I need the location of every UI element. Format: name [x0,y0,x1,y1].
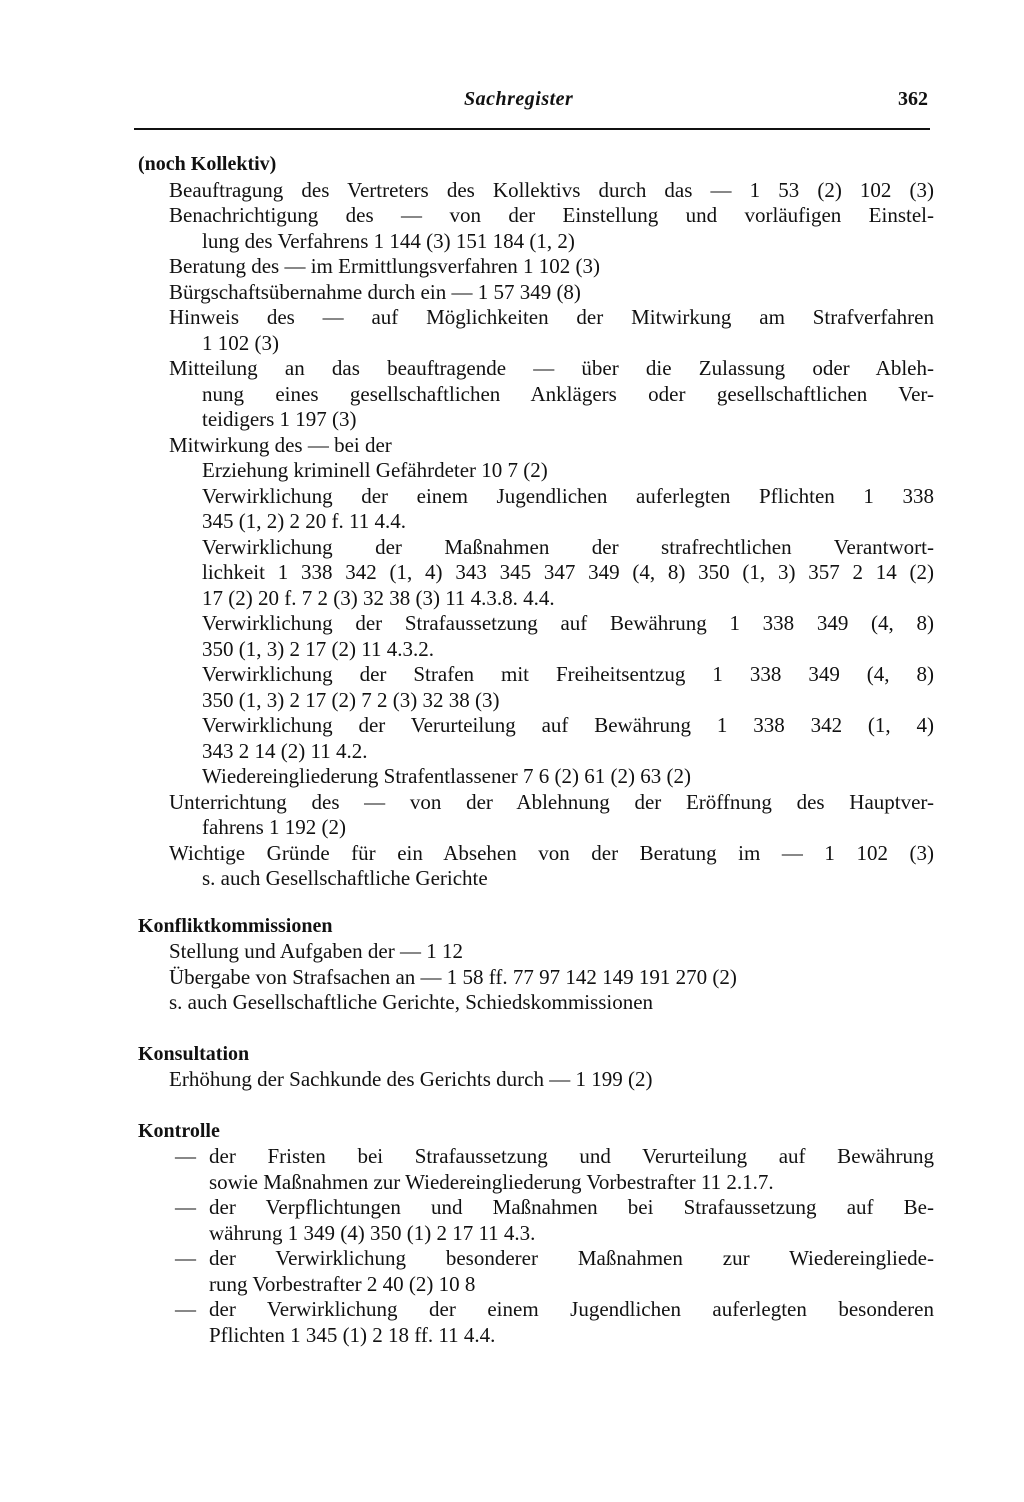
dash-entry-continuation: währung 1 349 (4) 350 (1) 2 17 11 4.3. [209,1220,536,1245]
index-entry-continuation: 1 102 (3) [202,330,279,355]
index-content [138,152,934,1348]
section-gap [138,1093,934,1119]
page-number: 362 [898,88,928,110]
dash-entry-continuation: sowie Maßnahmen zur Wiedereingliederung Vorbestrafter 11 2.1.7. [209,1169,774,1194]
index-entry: Wichtige Gründe für ein Absehen von der Beratung im — 1 102 (3) [169,840,934,865]
dash-entry [138,1246,934,1272]
index-subentry-continuation: 17 (2) 20 f. 7 2 (3) 32 38 (3) 11 4.3.8. 4.4. [202,585,555,610]
index-entry-continuation: nung eines gesellschaftlichen Anklägers oder gesellschaftlichen Ver- [202,381,934,406]
index-entry: Erhöhung der Sachkunde des Gerichts durch — 1 199 (2) [169,1067,653,1091]
section-heading-kontrolle: Kontrolle [138,1119,220,1142]
cross-reference: s. auch Gesellschaftliche Gerichte [202,866,488,890]
index-entry: Stellung und Aufgaben der — 1 12 [169,939,463,963]
section-heading-kollektiv: (noch Kollektiv) [138,153,277,175]
section-gap [138,892,934,914]
dash-marker: — [175,1246,196,1270]
dash-entry-text: der Fristen bei Strafaussetzung und Verurteilung auf Bewährung [209,1144,934,1168]
index-entry-continuation: fahrens 1 192 (2) [202,815,347,839]
dash-marker: — [175,1195,196,1219]
index-subentry: Verwirklichung der Strafen mit Freiheitsentzug 1 338 349 (4, 8) [202,662,934,686]
index-subentry: Verwirklichung der Strafaussetzung auf Bewährung 1 338 349 (4, 8) [202,611,934,635]
index-entry: Bürgschaftsübernahme durch ein — 1 57 349 (8) [169,279,581,304]
index-subentry-continuation: 350 (1, 3) 2 17 (2) 7 2 (3) 32 38 (3) [202,687,500,712]
index-subentry: Verwirklichung der einem Jugendlichen auferlegten Pflichten 1 338 [202,483,934,508]
index-subentry: Erziehung kriminell Gefährdeter 10 7 (2) [202,458,548,482]
index-subentry-continuation: 343 2 14 (2) 11 4.2. [202,738,368,763]
index-entry: Beratung des — im Ermittlungsverfahren 1 102 (3) [169,254,600,278]
index-subentry: Verwirklichung der Verurteilung auf Bewährung 1 338 342 (1, 4) [202,713,934,737]
dash-entry [138,1144,934,1170]
index-subentry-continuation: 345 (1, 2) 2 20 f. 11 4.4. [202,509,406,533]
section-gap [138,1016,934,1042]
dash-entry-text: der Verwirklichung besonderer Maßnahmen zur Wiedereingliede- [209,1246,934,1270]
cross-reference: s. auch Gesellschaftliche Gerichte, Schiedskommissionen [169,990,654,1014]
index-entry: Mitwirkung des — bei der [169,432,392,457]
index-subentry-continuation: lichkeit 1 338 342 (1, 4) 343 345 347 349 (4, 8) 350 (1, 3) 357 2 14 (2) [202,560,934,584]
index-entry: Hinweis des — auf Möglichkeiten der Mitwirkung am Strafverfahren [169,305,934,329]
index-entry: Beauftragung des Vertreters des Kollektivs durch das — 1 53 (2) 102 (3) [169,177,934,202]
index-entry: Übergabe von Strafsachen an — 1 58 ff. 77 97 142 149 191 270 (2) [169,964,737,989]
dash-entry-text: der Verpflichtungen und Maßnahmen bei Strafaussetzung auf Be- [209,1195,934,1219]
section-heading-konsultation: Konsultation [138,1042,250,1065]
dash-marker: — [175,1144,196,1168]
dash-entry [138,1195,934,1221]
section-heading-konfliktkommissionen: Konfliktkommissionen [138,914,333,937]
dash-entry-continuation: rung Vorbestrafter 2 40 (2) 10 8 [209,1271,476,1296]
dash-entry [138,1297,934,1323]
index-entry: Mitteilung an das beauftragende — über die Zulassung oder Ableh- [169,356,934,380]
dash-marker: — [175,1297,196,1321]
running-title: Sachregister [464,88,574,110]
index-subentry: Verwirklichung der Maßnahmen der strafrechtlichen Verantwort- [202,534,934,559]
running-head [134,88,930,130]
index-entry: Unterrichtung des — von der Ablehnung der Eröffnung des Hauptver- [169,789,934,814]
index-subentry-continuation: 350 (1, 3) 2 17 (2) 11 4.3.2. [202,636,434,661]
index-entry: Benachrichtigung des — von der Einstellung und vorläufigen Einstel- [169,203,934,227]
dash-entry-continuation: Pflichten 1 345 (1) 2 18 ff. 11 4.4. [209,1322,496,1347]
index-subentry: Wiedereingliederung Strafentlassener 7 6 (2) 61 (2) 63 (2) [202,764,691,788]
index-entry-continuation: lung des Verfahrens 1 144 (3) 151 184 (1, 2) [202,228,575,253]
index-entry-continuation: teidigers 1 197 (3) [202,407,357,431]
dash-entry-text: der Verwirklichung der einem Jugendlichen auferlegten besonderen [209,1297,934,1321]
